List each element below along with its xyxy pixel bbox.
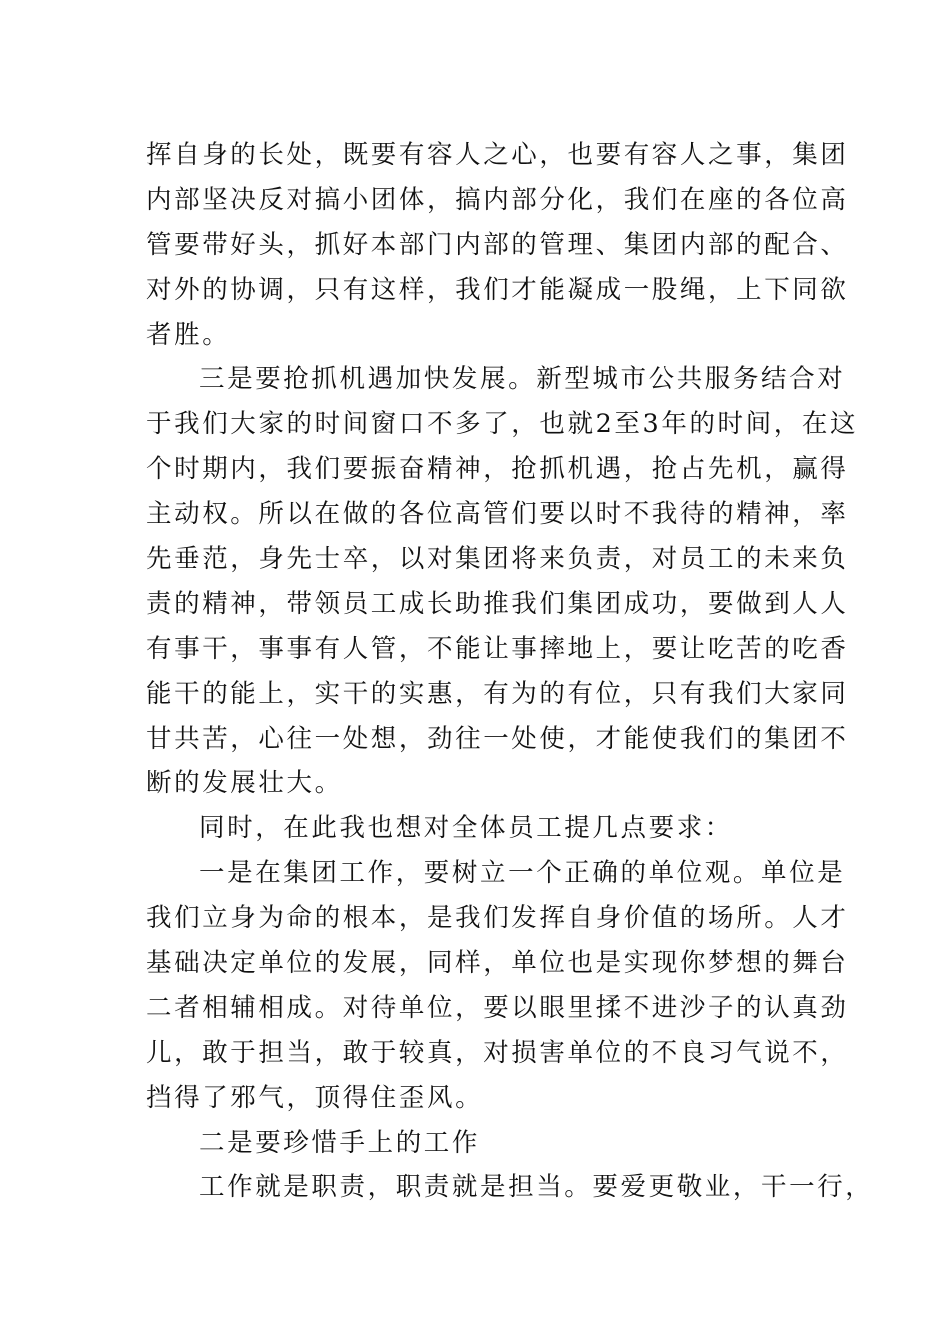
text-line: 二者相辅相成。对待单位，要以眼里揉不进沙子的认真劲 <box>146 992 849 1023</box>
text-line: 我们立身为命的根本，是我们发挥自身价值的场所。人才 <box>146 903 849 934</box>
text-line: 主动权。所以在做的各位高管们要以时不我待的精神，率 <box>146 499 849 530</box>
text-line: 于我们大家的时间窗口不多了，也就2至3年的时间，在这 <box>146 409 859 440</box>
text-line: 一是在集团工作，要树立一个正确的单位观。单位是 <box>199 858 846 889</box>
text-line: 基础决定单位的发展，同样，单位也是实现你梦想的舞台 <box>146 948 849 979</box>
text-line: 同时，在此我也想对全体员工提几点要求： <box>199 813 733 844</box>
text-line: 个时期内，我们要振奋精神，抢抓机遇，抢占先机，赢得 <box>146 454 849 485</box>
text-line: 工作就是职责，职责就是担当。要爱更敬业，干一行， <box>199 1172 874 1203</box>
text-line: 责的精神，带领员工成长助推我们集团成功，要做到人人 <box>146 588 849 619</box>
text-line: 挥自身的长处，既要有容人之心，也要有容人之事，集团 <box>146 140 849 170</box>
text-line: 管要带好头，抓好本部门内部的管理、集团内部的配合、 <box>146 229 849 260</box>
text-line: 断的发展壮大。 <box>146 768 343 799</box>
text-line: 三是要抢抓机遇加快发展。新型城市公共服务结合对 <box>199 364 846 395</box>
text-line: 挡得了邪气，顶得住歪风。 <box>146 1082 484 1113</box>
paragraph-6 <box>146 1165 874 1210</box>
paragraph-3 <box>146 806 811 851</box>
text-line: 者胜。 <box>146 319 231 350</box>
text-line: 儿，敢于担当，敢于较真，对损害单位的不良习气说不， <box>146 1037 849 1068</box>
paragraph-1 <box>146 133 849 357</box>
paragraph-4 <box>146 851 849 1120</box>
text-line: 有事干，事事有人管，不能让事摔地上，要让吃苦的吃香 <box>146 633 849 664</box>
document-body <box>146 133 874 1210</box>
paragraph-2 <box>146 357 859 806</box>
text-line: 能干的能上，实干的实惠，有为的有位，只有我们大家同 <box>146 678 849 709</box>
text-line: 甘共苦，心往一处想，劲往一处使，才能使我们的集团不 <box>146 723 849 754</box>
text-line: 二是要珍惜手上的工作 <box>199 1127 481 1158</box>
text-line: 先垂范，身先士卒，以对集团将来负责，对员工的未来负 <box>146 544 849 575</box>
text-line: 对外的协调，只有这样，我们才能凝成一股绳，上下同欲 <box>146 274 849 305</box>
paragraph-5 <box>146 1121 811 1166</box>
text-line: 内部坚决反对搞小团体，搞内部分化，我们在座的各位高 <box>146 184 849 215</box>
